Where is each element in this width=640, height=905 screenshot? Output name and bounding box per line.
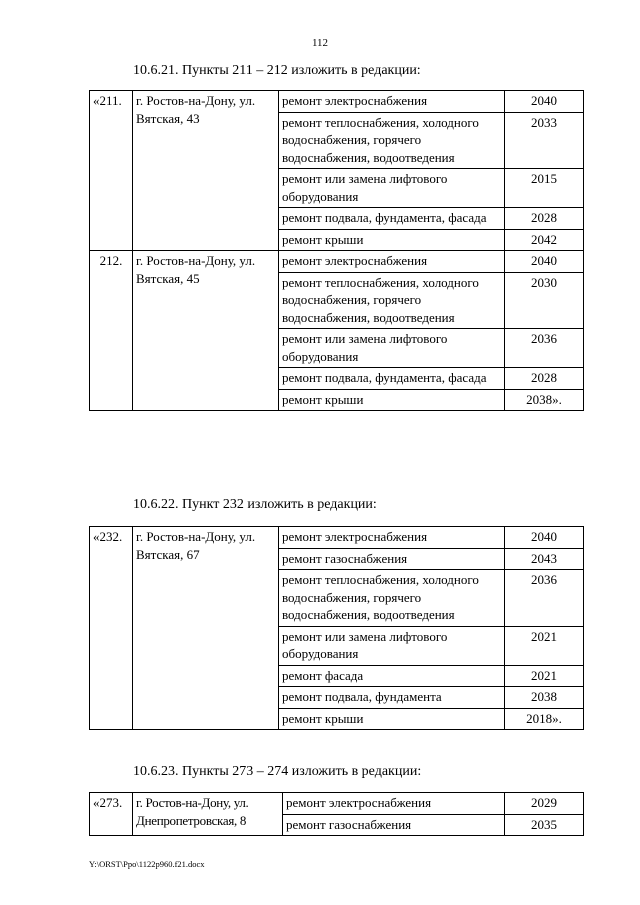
item-number: «273. (90, 793, 133, 836)
work-year: 2030 (505, 272, 584, 329)
work-year: 2040 (505, 251, 584, 273)
work-year: 2036 (505, 570, 584, 627)
item-address: г. Ростов-на-Дону, ул. Вятская, 67 (133, 527, 279, 730)
work-year: 2028 (505, 208, 584, 230)
work-type: ремонт фасада (279, 665, 505, 687)
work-year: 2042 (505, 229, 584, 251)
section-heading: 10.6.23. Пункты 273 – 274 изложить в редакции: (133, 764, 422, 779)
work-type: ремонт или замена лифтового оборудования (279, 169, 505, 208)
work-year: 2028 (505, 368, 584, 390)
work-year: 2040 (505, 91, 584, 113)
work-type: ремонт крыши (279, 229, 505, 251)
works-table (89, 792, 584, 836)
work-year: 2018». (505, 708, 584, 730)
work-type: ремонт электроснабжения (283, 793, 505, 815)
work-year: 2033 (505, 112, 584, 169)
section-heading: 10.6.22. Пункт 232 изложить в редакции: (133, 497, 377, 512)
page-number: 112 (311, 37, 329, 49)
work-year: 2038». (505, 389, 584, 411)
work-type: ремонт или замена лифтового оборудования (279, 329, 505, 368)
works-table (89, 526, 584, 730)
section-heading: 10.6.21. Пункты 211 – 212 изложить в редакции: (133, 63, 421, 78)
works-table (89, 90, 584, 411)
work-year: 2015 (505, 169, 584, 208)
item-number: «232. (90, 527, 133, 730)
work-year: 2043 (505, 548, 584, 570)
item-number: 212. (90, 251, 133, 411)
work-type: ремонт подвала, фундамента (279, 687, 505, 709)
work-type: ремонт подвала, фундамента, фасада (279, 208, 505, 230)
item-address: г. Ростов-на-Дону, ул. Днепропетровская, 8 (133, 793, 283, 836)
work-year: 2036 (505, 329, 584, 368)
item-address: г. Ростов-на-Дону, ул. Вятская, 43 (133, 91, 279, 251)
item-number: «211. (90, 91, 133, 251)
work-type: ремонт подвала, фундамента, фасада (279, 368, 505, 390)
work-year: 2029 (505, 793, 584, 815)
item-address: г. Ростов-на-Дону, ул. Вятская, 45 (133, 251, 279, 411)
work-year: 2021 (505, 665, 584, 687)
table-row (90, 91, 584, 113)
table-row (90, 793, 584, 815)
work-year: 2038 (505, 687, 584, 709)
table-row (90, 527, 584, 549)
work-type: ремонт крыши (279, 389, 505, 411)
work-type: ремонт теплоснабжения, холодного водоснабжения, горячего водоснабжения, водоотведения (279, 570, 505, 627)
work-type: ремонт теплоснабжения, холодного водоснабжения, горячего водоснабжения, водоотведения (279, 272, 505, 329)
work-type: ремонт газоснабжения (283, 814, 505, 836)
work-type: ремонт крыши (279, 708, 505, 730)
work-type: ремонт или замена лифтового оборудования (279, 626, 505, 665)
work-year: 2035 (505, 814, 584, 836)
work-type: ремонт теплоснабжения, холодного водоснабжения, горячего водоснабжения, водоотведения (279, 112, 505, 169)
work-type: ремонт газоснабжения (279, 548, 505, 570)
work-year: 2040 (505, 527, 584, 549)
work-type: ремонт электроснабжения (279, 527, 505, 549)
file-path-footer: Y:\ORST\Ppo\1122p960.f21.docx (89, 859, 205, 869)
work-type: ремонт электроснабжения (279, 91, 505, 113)
table-row (90, 251, 584, 273)
work-year: 2021 (505, 626, 584, 665)
work-type: ремонт электроснабжения (279, 251, 505, 273)
